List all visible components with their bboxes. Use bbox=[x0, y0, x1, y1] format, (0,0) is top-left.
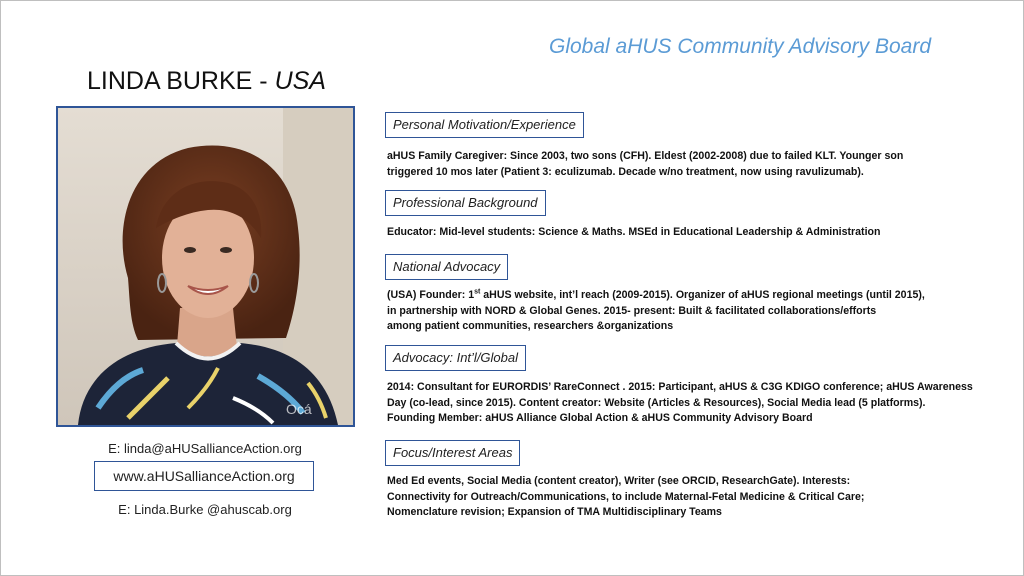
person-name: LINDA BURKE - bbox=[87, 67, 275, 95]
board-title: Global aHUS Community Advisory Board bbox=[549, 35, 932, 58]
email-primary: E: linda@aHUSallianceAction.org bbox=[108, 441, 302, 456]
portrait-illustration bbox=[58, 108, 353, 425]
section-line: in partnership with NORD & Global Genes. 2015- present: Built & facilitated collaborations/efforts bbox=[387, 304, 877, 317]
national-line-end: aHUS website, int’l reach (2009-2015). Organizer of aHUS regional meetings (until 2015), bbox=[480, 289, 925, 301]
section-line: 2014: Consultant for EURORDIS’ RareConnect . 2015: Participant, aHUS & C3G KDIGO conference; aHUS Awareness bbox=[387, 381, 973, 393]
section-heading-focus: Focus/Interest Areas bbox=[385, 440, 520, 466]
person-name-heading bbox=[87, 67, 326, 96]
section-line: Nomenclature revision; Expansion of TMA Multidisciplinary Teams bbox=[387, 506, 722, 518]
section-body-national bbox=[387, 288, 1012, 335]
website-link[interactable]: www.aHUSallianceAction.org bbox=[94, 461, 314, 491]
email-secondary: E: Linda.Burke @ahuscab.org bbox=[118, 502, 292, 517]
section-heading-international: Advocacy: Int’l/Global bbox=[385, 345, 526, 371]
section-heading-national: National Advocacy bbox=[385, 254, 508, 280]
section-line: Med Ed events, Social Media (content creator), Writer (see ORCID, ResearchGate). Interests: bbox=[387, 475, 851, 487]
person-country: USA bbox=[274, 67, 326, 95]
section-line: among patient communities, researchers &organizations bbox=[387, 320, 674, 332]
section-line: Educator: Mid-level students: Science & Maths. MSEd in Educational Leadership & Administration bbox=[387, 226, 881, 238]
section-heading-professional: Professional Background bbox=[385, 190, 546, 216]
section-line: triggered 10 mos later (Patient 3: eculizumab. Decade w/no treatment, now using ravulizumab). bbox=[387, 165, 864, 178]
ordinal-suffix: st bbox=[474, 288, 481, 296]
section-line: Founding Member: aHUS Alliance Global Action & aHUS Community Advisory Board bbox=[387, 412, 813, 424]
section-body-international bbox=[387, 380, 1012, 427]
section-line: Connectivity for Outreach/Communications, to include Maternal-Fetal Medicine & Critical Care; bbox=[387, 490, 865, 503]
portrait-photo bbox=[56, 106, 355, 427]
section-heading-motivation: Personal Motivation/Experience bbox=[385, 112, 584, 138]
photo-watermark: Ocá bbox=[286, 401, 312, 417]
section-body-professional bbox=[387, 225, 1012, 241]
national-line-start: (USA) Founder: 1 bbox=[387, 289, 475, 301]
section-body-motivation bbox=[387, 149, 1012, 180]
section-line: aHUS Family Caregiver: Since 2003, two sons (CFH). Eldest (2002-2008) due to failed KLT. Younger son bbox=[387, 150, 904, 162]
section-line: Day (co-lead, since 2015). Content creator: Website (Articles & Resources), Social Media lead (5 platforms). bbox=[387, 396, 926, 409]
section-line bbox=[387, 288, 1012, 304]
section-body-focus bbox=[387, 474, 1012, 521]
